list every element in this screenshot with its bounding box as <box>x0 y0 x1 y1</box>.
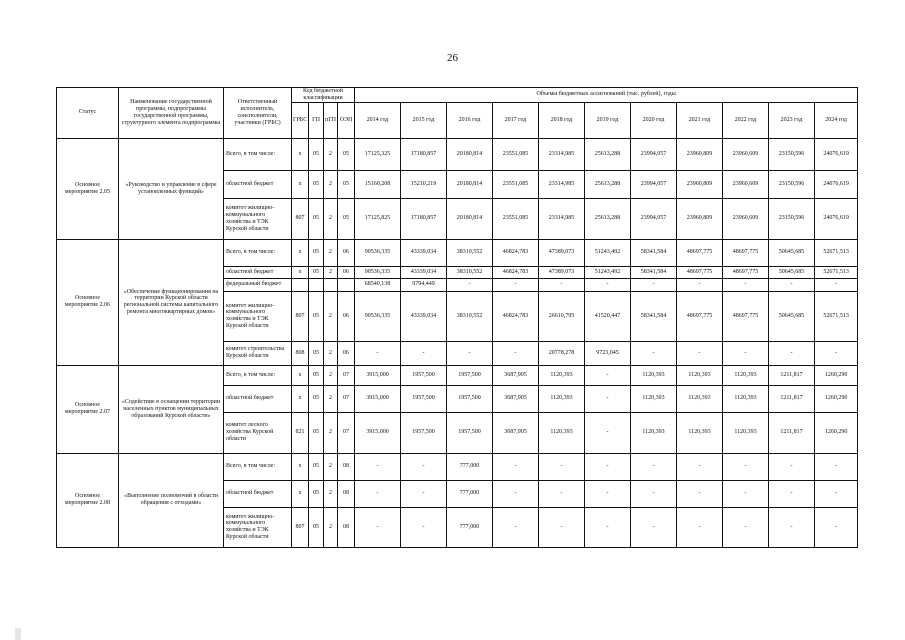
value-cell: 17125,325 <box>355 138 401 170</box>
value-cell: 23314,985 <box>539 138 585 170</box>
value-cell: 23150,596 <box>769 198 815 239</box>
value-cell: - <box>631 278 677 291</box>
executor-cell: комитет лесного хозяйства Курской области <box>224 412 292 453</box>
value-cell: 17180,857 <box>401 138 447 170</box>
gp-cell: 05 <box>309 385 324 412</box>
gp-cell: 05 <box>309 341 324 365</box>
value-cell: 90536,335 <box>355 239 401 266</box>
value-cell: 20180,814 <box>447 170 493 198</box>
pgp-cell: 2 <box>324 480 338 507</box>
executor-cell: комитет жилищно-коммунального хозяйства и ТЭК Курской области <box>224 507 292 547</box>
value-cell: - <box>723 341 769 365</box>
value-cell: 23314,985 <box>539 170 585 198</box>
value-cell: - <box>493 453 539 480</box>
value-cell: - <box>401 507 447 547</box>
table-row <box>57 453 858 480</box>
value-cell: 90536,335 <box>355 291 401 341</box>
value-cell: 24076,619 <box>815 170 858 198</box>
value-cell: 3915,000 <box>355 385 401 412</box>
header-year: 2020 год <box>631 102 677 138</box>
value-cell: 15210,219 <box>401 170 447 198</box>
value-cell: 25613,288 <box>585 170 631 198</box>
value-cell: - <box>585 365 631 385</box>
pgp-cell: 2 <box>324 291 338 341</box>
value-cell: - <box>539 453 585 480</box>
value-cell: 58341,584 <box>631 291 677 341</box>
value-cell: 1957,500 <box>447 365 493 385</box>
oem-cell: 06 <box>338 291 355 341</box>
value-cell: - <box>355 507 401 547</box>
value-cell: 1260,290 <box>815 412 858 453</box>
pgp-cell: 2 <box>324 453 338 480</box>
value-cell: - <box>585 278 631 291</box>
executor-cell: областной бюджет <box>224 170 292 198</box>
value-cell: - <box>769 341 815 365</box>
value-cell: 48697,775 <box>677 239 723 266</box>
name-cell: «Содействие в оснащении территории населенных пунктов муниципальных образований Курской области» <box>119 365 224 453</box>
gp-cell: 05 <box>309 266 324 278</box>
grbs-cell <box>292 278 309 291</box>
value-cell: 3687,905 <box>493 365 539 385</box>
oem-cell: 07 <box>338 412 355 453</box>
value-cell: - <box>723 278 769 291</box>
oem-cell: 05 <box>338 138 355 170</box>
value-cell: - <box>677 480 723 507</box>
value-cell: 23551,085 <box>493 138 539 170</box>
gp-cell: 05 <box>309 291 324 341</box>
page-number: 26 <box>447 52 458 64</box>
value-cell: - <box>723 453 769 480</box>
value-cell: 43339,034 <box>401 291 447 341</box>
value-cell: - <box>585 507 631 547</box>
value-cell: 52671,513 <box>815 291 858 341</box>
value-cell: 50645,685 <box>769 239 815 266</box>
pgp-cell: 2 <box>324 266 338 278</box>
grbs-cell: 807 <box>292 291 309 341</box>
value-cell: 48697,775 <box>723 239 769 266</box>
status-cell: Основное мероприятие 2.06 <box>57 239 119 365</box>
value-cell: 777,000 <box>447 507 493 547</box>
value-cell: 1120,393 <box>539 365 585 385</box>
value-cell: 1120,393 <box>539 412 585 453</box>
value-cell: 51243,492 <box>585 239 631 266</box>
pgp-cell: 2 <box>324 239 338 266</box>
value-cell: 20778,278 <box>539 341 585 365</box>
gp-cell: 05 <box>309 239 324 266</box>
value-cell: 1211,817 <box>769 365 815 385</box>
oem-cell: 07 <box>338 365 355 385</box>
value-cell: 3687,905 <box>493 412 539 453</box>
table-row <box>57 365 858 385</box>
gp-cell: 05 <box>309 198 324 239</box>
header-year: 2017 год <box>493 102 539 138</box>
value-cell: 23994,057 <box>631 170 677 198</box>
value-cell: 47389,073 <box>539 266 585 278</box>
grbs-cell: х <box>292 239 309 266</box>
value-cell: 46824,783 <box>493 291 539 341</box>
value-cell: - <box>401 341 447 365</box>
value-cell: 47389,073 <box>539 239 585 266</box>
header-year: 2019 год <box>585 102 631 138</box>
table-body <box>57 138 858 547</box>
value-cell: 9794,449 <box>401 278 447 291</box>
value-cell: 1120,393 <box>677 365 723 385</box>
header-grbs: ГРБС <box>292 102 309 138</box>
header-year: 2018 год <box>539 102 585 138</box>
grbs-cell: х <box>292 365 309 385</box>
value-cell: 3915,000 <box>355 412 401 453</box>
header-code-group: Код бюджетной классификации <box>292 88 355 103</box>
value-cell: - <box>493 341 539 365</box>
value-cell: 26610,795 <box>539 291 585 341</box>
pgp-cell <box>324 278 338 291</box>
value-cell: 48697,775 <box>677 291 723 341</box>
value-cell: 23314,985 <box>539 198 585 239</box>
value-cell: - <box>585 412 631 453</box>
value-cell: - <box>539 278 585 291</box>
name-cell: «Выполнение полномочий в области обращения с отходами» <box>119 453 224 547</box>
executor-cell: комитет строительства Курской области <box>224 341 292 365</box>
status-cell: Основное мероприятие 2.08 <box>57 453 119 547</box>
pgp-cell: 2 <box>324 341 338 365</box>
value-cell: - <box>631 453 677 480</box>
oem-cell: 08 <box>338 453 355 480</box>
header-year: 2021 год <box>677 102 723 138</box>
executor-cell: областной бюджет <box>224 266 292 278</box>
oem-cell: 05 <box>338 198 355 239</box>
value-cell: - <box>493 507 539 547</box>
header-year: 2023 год <box>769 102 815 138</box>
gp-cell: 05 <box>309 412 324 453</box>
oem-cell: 06 <box>338 266 355 278</box>
page-edge-mark <box>15 628 21 640</box>
value-cell: 23551,085 <box>493 170 539 198</box>
value-cell: 38310,552 <box>447 239 493 266</box>
value-cell: - <box>355 480 401 507</box>
gp-cell <box>309 278 324 291</box>
value-cell: - <box>769 453 815 480</box>
value-cell: - <box>677 453 723 480</box>
value-cell: - <box>677 507 723 547</box>
value-cell: - <box>585 453 631 480</box>
value-cell: 9723,045 <box>585 341 631 365</box>
header-name: Наименование государственной программы, подпрограммы государственной программы, структурного элемента подпрограммы <box>119 88 224 139</box>
table-row <box>57 138 858 170</box>
value-cell: 50645,685 <box>769 266 815 278</box>
value-cell: - <box>493 480 539 507</box>
value-cell: - <box>815 480 858 507</box>
gp-cell: 05 <box>309 138 324 170</box>
value-cell: 1260,290 <box>815 385 858 412</box>
value-cell: 23960,609 <box>723 138 769 170</box>
pgp-cell: 2 <box>324 412 338 453</box>
value-cell: 58341,584 <box>631 239 677 266</box>
value-cell: 23960,609 <box>723 198 769 239</box>
value-cell: 48697,775 <box>677 266 723 278</box>
value-cell: 24076,619 <box>815 138 858 170</box>
value-cell: 20180,814 <box>447 198 493 239</box>
value-cell: 23994,057 <box>631 138 677 170</box>
oem-cell: 05 <box>338 170 355 198</box>
value-cell: 1957,500 <box>401 412 447 453</box>
grbs-cell: 821 <box>292 412 309 453</box>
value-cell: - <box>815 278 858 291</box>
value-cell: 3915,000 <box>355 365 401 385</box>
gp-cell: 05 <box>309 480 324 507</box>
value-cell: 23994,057 <box>631 198 677 239</box>
value-cell: 23960,809 <box>677 170 723 198</box>
budget-table <box>56 87 858 548</box>
grbs-cell: 807 <box>292 507 309 547</box>
grbs-cell: х <box>292 266 309 278</box>
value-cell: 23150,596 <box>769 170 815 198</box>
header-year: 2014 год <box>355 102 401 138</box>
value-cell: 58341,584 <box>631 266 677 278</box>
value-cell: 25613,288 <box>585 198 631 239</box>
value-cell: 1260,290 <box>815 365 858 385</box>
header-pgp: пГП <box>324 102 338 138</box>
value-cell: 1120,393 <box>677 385 723 412</box>
oem-cell: 08 <box>338 507 355 547</box>
oem-cell: 06 <box>338 239 355 266</box>
value-cell: 1957,500 <box>401 365 447 385</box>
value-cell: 1211,817 <box>769 412 815 453</box>
value-cell: 777,000 <box>447 480 493 507</box>
header-status: Статус <box>57 88 119 139</box>
header-executor: Ответственный исполнитель, соисполнители, участники (ГРБС) <box>224 88 292 139</box>
value-cell: 48697,775 <box>723 266 769 278</box>
pgp-cell: 2 <box>324 170 338 198</box>
status-cell: Основное мероприятие 2.07 <box>57 365 119 453</box>
value-cell: - <box>539 507 585 547</box>
value-cell: 15160,208 <box>355 170 401 198</box>
value-cell: - <box>815 453 858 480</box>
header-volumes-group: Объемы бюджетных ассигнований (тыс. рублей), годы <box>355 88 858 103</box>
value-cell: 23960,809 <box>677 198 723 239</box>
name-cell: «Руководство и управление в сфере установленных функций» <box>119 138 224 239</box>
value-cell: 17180,857 <box>401 198 447 239</box>
value-cell: - <box>539 480 585 507</box>
pgp-cell: 2 <box>324 198 338 239</box>
oem-cell: 08 <box>338 480 355 507</box>
gp-cell: 05 <box>309 507 324 547</box>
value-cell: 1120,393 <box>631 365 677 385</box>
value-cell: - <box>585 480 631 507</box>
value-cell: 1211,817 <box>769 385 815 412</box>
value-cell: 38310,552 <box>447 291 493 341</box>
gp-cell: 05 <box>309 453 324 480</box>
value-cell: 3687,905 <box>493 385 539 412</box>
executor-cell: федеральный бюджет <box>224 278 292 291</box>
value-cell: - <box>769 507 815 547</box>
value-cell: - <box>447 341 493 365</box>
value-cell: 41520,447 <box>585 291 631 341</box>
value-cell: 23150,596 <box>769 138 815 170</box>
value-cell: 1957,500 <box>401 385 447 412</box>
value-cell: 43339,034 <box>401 239 447 266</box>
header-year: 2015 год <box>401 102 447 138</box>
value-cell: - <box>493 278 539 291</box>
oem-cell: 07 <box>338 385 355 412</box>
value-cell: - <box>815 507 858 547</box>
value-cell: - <box>723 507 769 547</box>
value-cell: - <box>401 480 447 507</box>
table-header <box>57 88 858 139</box>
grbs-cell: х <box>292 480 309 507</box>
header-gp: ГП <box>309 102 324 138</box>
grbs-cell: х <box>292 138 309 170</box>
value-cell: - <box>401 453 447 480</box>
value-cell: - <box>631 480 677 507</box>
value-cell: 1120,393 <box>539 385 585 412</box>
value-cell: 17125,825 <box>355 198 401 239</box>
header-year: 2024 год <box>815 102 858 138</box>
grbs-cell: х <box>292 385 309 412</box>
value-cell: 1120,393 <box>723 385 769 412</box>
header-oem: ОЭП <box>338 102 355 138</box>
table-row <box>57 239 858 266</box>
value-cell: 25613,288 <box>585 138 631 170</box>
value-cell: 23960,809 <box>677 138 723 170</box>
value-cell: - <box>355 453 401 480</box>
gp-cell: 05 <box>309 170 324 198</box>
executor-cell: областной бюджет <box>224 385 292 412</box>
value-cell: 1957,500 <box>447 385 493 412</box>
value-cell: 51243,492 <box>585 266 631 278</box>
grbs-cell: 807 <box>292 198 309 239</box>
header-year: 2016 год <box>447 102 493 138</box>
value-cell: 90536,335 <box>355 266 401 278</box>
value-cell: - <box>815 341 858 365</box>
value-cell: 23551,085 <box>493 198 539 239</box>
value-cell: - <box>631 341 677 365</box>
executor-cell: комитет жилищно-коммунального хозяйства и ТЭК Курской области <box>224 198 292 239</box>
value-cell: 1120,393 <box>631 385 677 412</box>
oem-cell: 06 <box>338 341 355 365</box>
value-cell: 48697,775 <box>723 291 769 341</box>
value-cell: - <box>585 385 631 412</box>
executor-cell: Всего, в том числе: <box>224 453 292 480</box>
value-cell: 1120,393 <box>677 412 723 453</box>
value-cell: 52671,513 <box>815 239 858 266</box>
gp-cell: 05 <box>309 365 324 385</box>
name-cell: «Обеспечение функционирования на территории Курской области региональной системы капитального ремонта многоквартирных домов» <box>119 239 224 365</box>
executor-cell: Всего, в том числе: <box>224 239 292 266</box>
value-cell: 52671,513 <box>815 266 858 278</box>
value-cell: - <box>631 507 677 547</box>
status-cell: Основное мероприятие 2.05 <box>57 138 119 239</box>
pgp-cell: 2 <box>324 365 338 385</box>
value-cell: - <box>723 480 769 507</box>
value-cell: 20180,814 <box>447 138 493 170</box>
value-cell: - <box>677 278 723 291</box>
value-cell: - <box>447 278 493 291</box>
value-cell: 46824,783 <box>493 266 539 278</box>
executor-cell: комитет жилищно-коммунального хозяйства и ТЭК Курской области <box>224 291 292 341</box>
value-cell: 24076,619 <box>815 198 858 239</box>
pgp-cell: 2 <box>324 138 338 170</box>
grbs-cell: х <box>292 453 309 480</box>
pgp-cell: 2 <box>324 507 338 547</box>
grbs-cell: х <box>292 170 309 198</box>
executor-cell: областной бюджет <box>224 480 292 507</box>
value-cell: - <box>769 278 815 291</box>
executor-cell: Всего, в том числе: <box>224 365 292 385</box>
pgp-cell: 2 <box>324 385 338 412</box>
value-cell: 1957,500 <box>447 412 493 453</box>
executor-cell: Всего, в том числе: <box>224 138 292 170</box>
value-cell: 777,000 <box>447 453 493 480</box>
oem-cell <box>338 278 355 291</box>
value-cell: - <box>355 341 401 365</box>
value-cell: 46824,783 <box>493 239 539 266</box>
value-cell: 23960,609 <box>723 170 769 198</box>
value-cell: 1120,393 <box>631 412 677 453</box>
value-cell: 1120,393 <box>723 365 769 385</box>
grbs-cell: 808 <box>292 341 309 365</box>
value-cell: - <box>769 480 815 507</box>
header-year: 2022 год <box>723 102 769 138</box>
value-cell: - <box>677 341 723 365</box>
value-cell: 38310,552 <box>447 266 493 278</box>
value-cell: 1120,393 <box>723 412 769 453</box>
value-cell: 50645,685 <box>769 291 815 341</box>
value-cell: 43339,034 <box>401 266 447 278</box>
value-cell: 68540,138 <box>355 278 401 291</box>
